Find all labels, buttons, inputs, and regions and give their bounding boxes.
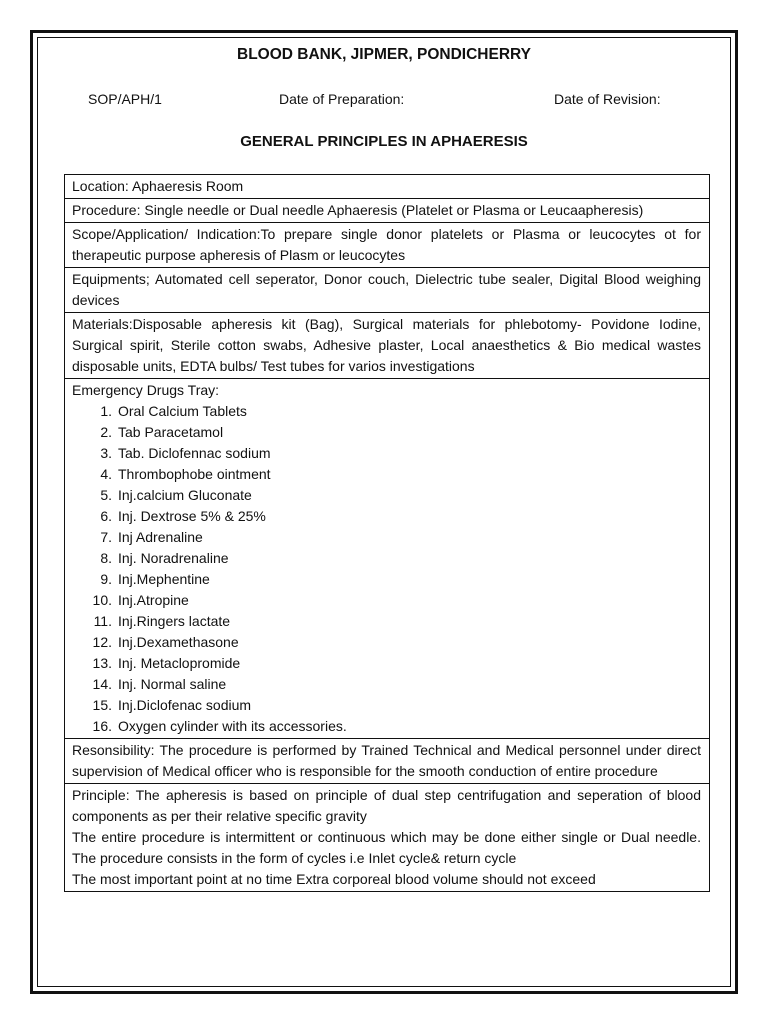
drug-list-item (72, 464, 701, 485)
drug-list-item (72, 611, 701, 632)
date-of-preparation: Date of Preparation: (279, 91, 405, 107)
drug-name: Inj. Noradrenaline (118, 550, 229, 566)
drug-list-item (72, 485, 701, 506)
sop-number: SOP/APH/1 (88, 91, 162, 107)
drug-name: Inj. Normal saline (118, 676, 227, 692)
row-emergency-drugs (65, 379, 709, 739)
drug-name: Inj.Dexamethasone (118, 634, 239, 650)
row-procedure: Procedure: Single needle or Dual needle Aphaeresis (Platelet or Plasma or Leucaapheresis) (65, 199, 709, 223)
drug-number: 9. (100, 571, 112, 587)
drug-name: Tab Paracetamol (118, 424, 224, 440)
emergency-drugs-heading: Emergency Drugs Tray: (72, 382, 220, 398)
document-title: BLOOD BANK, JIPMER, PONDICHERRY (237, 46, 531, 63)
drug-list-item (72, 401, 701, 422)
drug-name: Inj.calcium Gluconate (118, 487, 252, 503)
drug-list-item (72, 569, 701, 590)
emergency-drugs-list (72, 401, 701, 737)
drug-name: Thrombophobe ointment (118, 466, 271, 482)
row-scope: Scope/Application/ Indication:To prepare single donor platelets or Plasma or leucocytes ot for therapeutic purpose apheresis of Plasm or leucocytes (65, 223, 709, 268)
drug-list-item (72, 548, 701, 569)
drug-name: Inj.Ringers lactate (118, 613, 231, 629)
drug-list-item (72, 590, 701, 611)
document-subtitle: GENERAL PRINCIPLES IN APHAERESIS (240, 133, 528, 150)
drug-number: 3. (100, 445, 112, 461)
principle-paragraph-2: The entire procedure is intermittent or continuous which may be done either single or Dual needle. The procedure consists in the form of cycles i.e Inlet cycle& return cycle (72, 829, 701, 866)
row-materials: Materials:Disposable apheresis kit (Bag), Surgical materials for phlebotomy- Povidone Iodine, Surgical spirit, Sterile cotton swabs, Adhesive plaster, Local anaesthetics & Bio medical wastes disposable units, EDTA bulbs/ Test tubes for varios investigations (65, 313, 709, 379)
drug-number: 4. (100, 466, 112, 482)
drug-list-item (72, 422, 701, 443)
drug-list-item (72, 443, 701, 464)
row-location: Location: Aphaeresis Room (65, 175, 709, 199)
drug-number: 5. (100, 487, 112, 503)
drug-number: 14. (92, 676, 112, 692)
drug-number: 16. (92, 718, 112, 734)
drug-list-item (72, 632, 701, 653)
drug-number: 11. (93, 613, 112, 629)
drug-name: Oxygen cylinder with its accessories. (118, 718, 347, 734)
drug-name: Inj. Dextrose 5% & 25% (118, 508, 266, 524)
drug-list-item (72, 506, 701, 527)
row-equipments: Equipments; Automated cell seperator, Donor couch, Dielectric tube sealer, Digital Blood weighing devices (65, 268, 709, 313)
sop-table (64, 174, 710, 892)
drug-list-item (72, 674, 701, 695)
drug-list-item (72, 716, 701, 737)
row-responsibility: Resonsibility: The procedure is performed by Trained Technical and Medical personnel under direct supervision of Medical officer who is responsible for the smooth conduction of entire procedure (65, 739, 709, 784)
drug-name: Tab. Diclofennac sodium (118, 445, 271, 461)
drug-number: 13. (92, 655, 112, 671)
drug-number: 8. (100, 550, 112, 566)
row-principle (65, 784, 709, 891)
date-of-revision: Date of Revision: (554, 91, 661, 107)
drug-number: 10. (92, 592, 112, 608)
drug-name: Inj.Diclofenac sodium (118, 697, 252, 713)
drug-number: 6. (100, 508, 112, 524)
drug-name: Inj.Mephentine (118, 571, 210, 587)
drug-list-item (72, 653, 701, 674)
drug-name: Oral Calcium Tablets (118, 403, 247, 419)
drug-name: Inj Adrenaline (118, 529, 203, 545)
principle-paragraph-1: Principle: The apheresis is based on principle of dual step centrifugation and seperation of blood components as per their relative specific gravity (72, 787, 701, 824)
drug-list-item (72, 695, 701, 716)
drug-number: 1. (100, 403, 112, 419)
drug-number: 7. (100, 529, 112, 545)
drug-name: Inj. Metaclopromide (118, 655, 241, 671)
drug-number: 2. (100, 424, 112, 440)
drug-list-item (72, 527, 701, 548)
drug-name: Inj.Atropine (118, 592, 189, 608)
drug-number: 15. (92, 697, 112, 713)
drug-number: 12. (92, 634, 112, 650)
principle-paragraph-3: The most important point at no time Extra corporeal blood volume should not exceed (72, 871, 596, 887)
